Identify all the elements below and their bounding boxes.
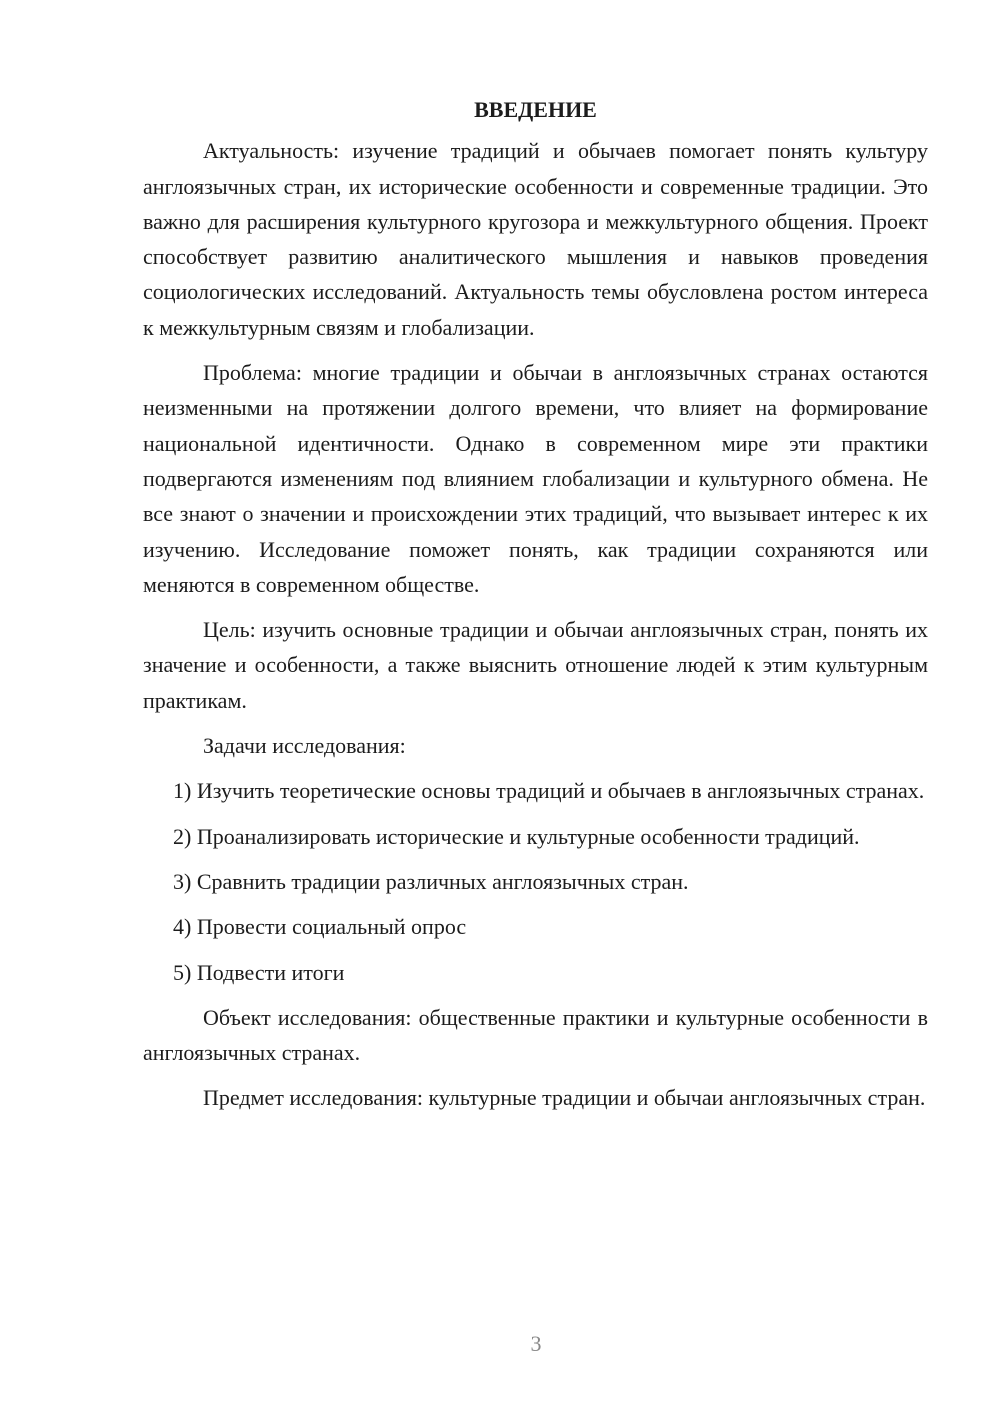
task-item-3: 3) Сравнить традиции различных англоязычных стран. — [173, 868, 689, 894]
relevance-paragraph: Актуальность: изучение традиций и обычаев помогает понять культуру англоязычных стран, их исторические особенности и современные традиции. Это важно для расширения культурного кругозора и межкультурного общения. Проект способствует развитию аналитического мышления и навыков проведения социологических исследований. Актуальность темы обусловлена ростом интереса к межкультурным связям и глобализации. — [143, 138, 928, 340]
task-item-5: 5) Подвести итоги — [173, 959, 345, 985]
goal-paragraph: Цель: изучить основные традиции и обычаи англоязычных стран, понять их значение и особенности, а также выяснить отношение людей к этим культурным практикам. — [143, 617, 928, 713]
task-item-4: 4) Провести социальный опрос — [173, 914, 467, 940]
page-title: ВВЕДЕНИЕ — [474, 97, 597, 122]
problem-paragraph: Проблема: многие традиции и обычаи в англоязычных странах остаются неизменными на протяжении долгого времени, что влияет на формирование национальной идентичности. Однако в современном мире эти практики подвергаются изменениям под влиянием глобализации и культурного обмена. Не все знают о значении и происхождении этих традиций, что вызывает интерес к их изучению. Исследование поможет понять, как традиции сохраняются или меняются в современном обществе. — [143, 360, 928, 597]
subject-paragraph: Предмет исследования: культурные традиции и обычаи англоязычных стран. — [203, 1085, 926, 1111]
tasks-heading: Задачи исследования: — [203, 733, 406, 759]
document-page — [143, 92, 928, 1126]
object-paragraph: Объект исследования: общественные практики и культурные особенности в англоязычных странах. — [143, 1004, 928, 1066]
task-item-1: 1) Изучить теоретические основы традиций и обычаев в англоязычных странах. — [173, 778, 925, 804]
page-number: 3 — [530, 1331, 542, 1356]
task-item-2: 2) Проанализировать исторические и культурные особенности традиций. — [173, 823, 860, 849]
